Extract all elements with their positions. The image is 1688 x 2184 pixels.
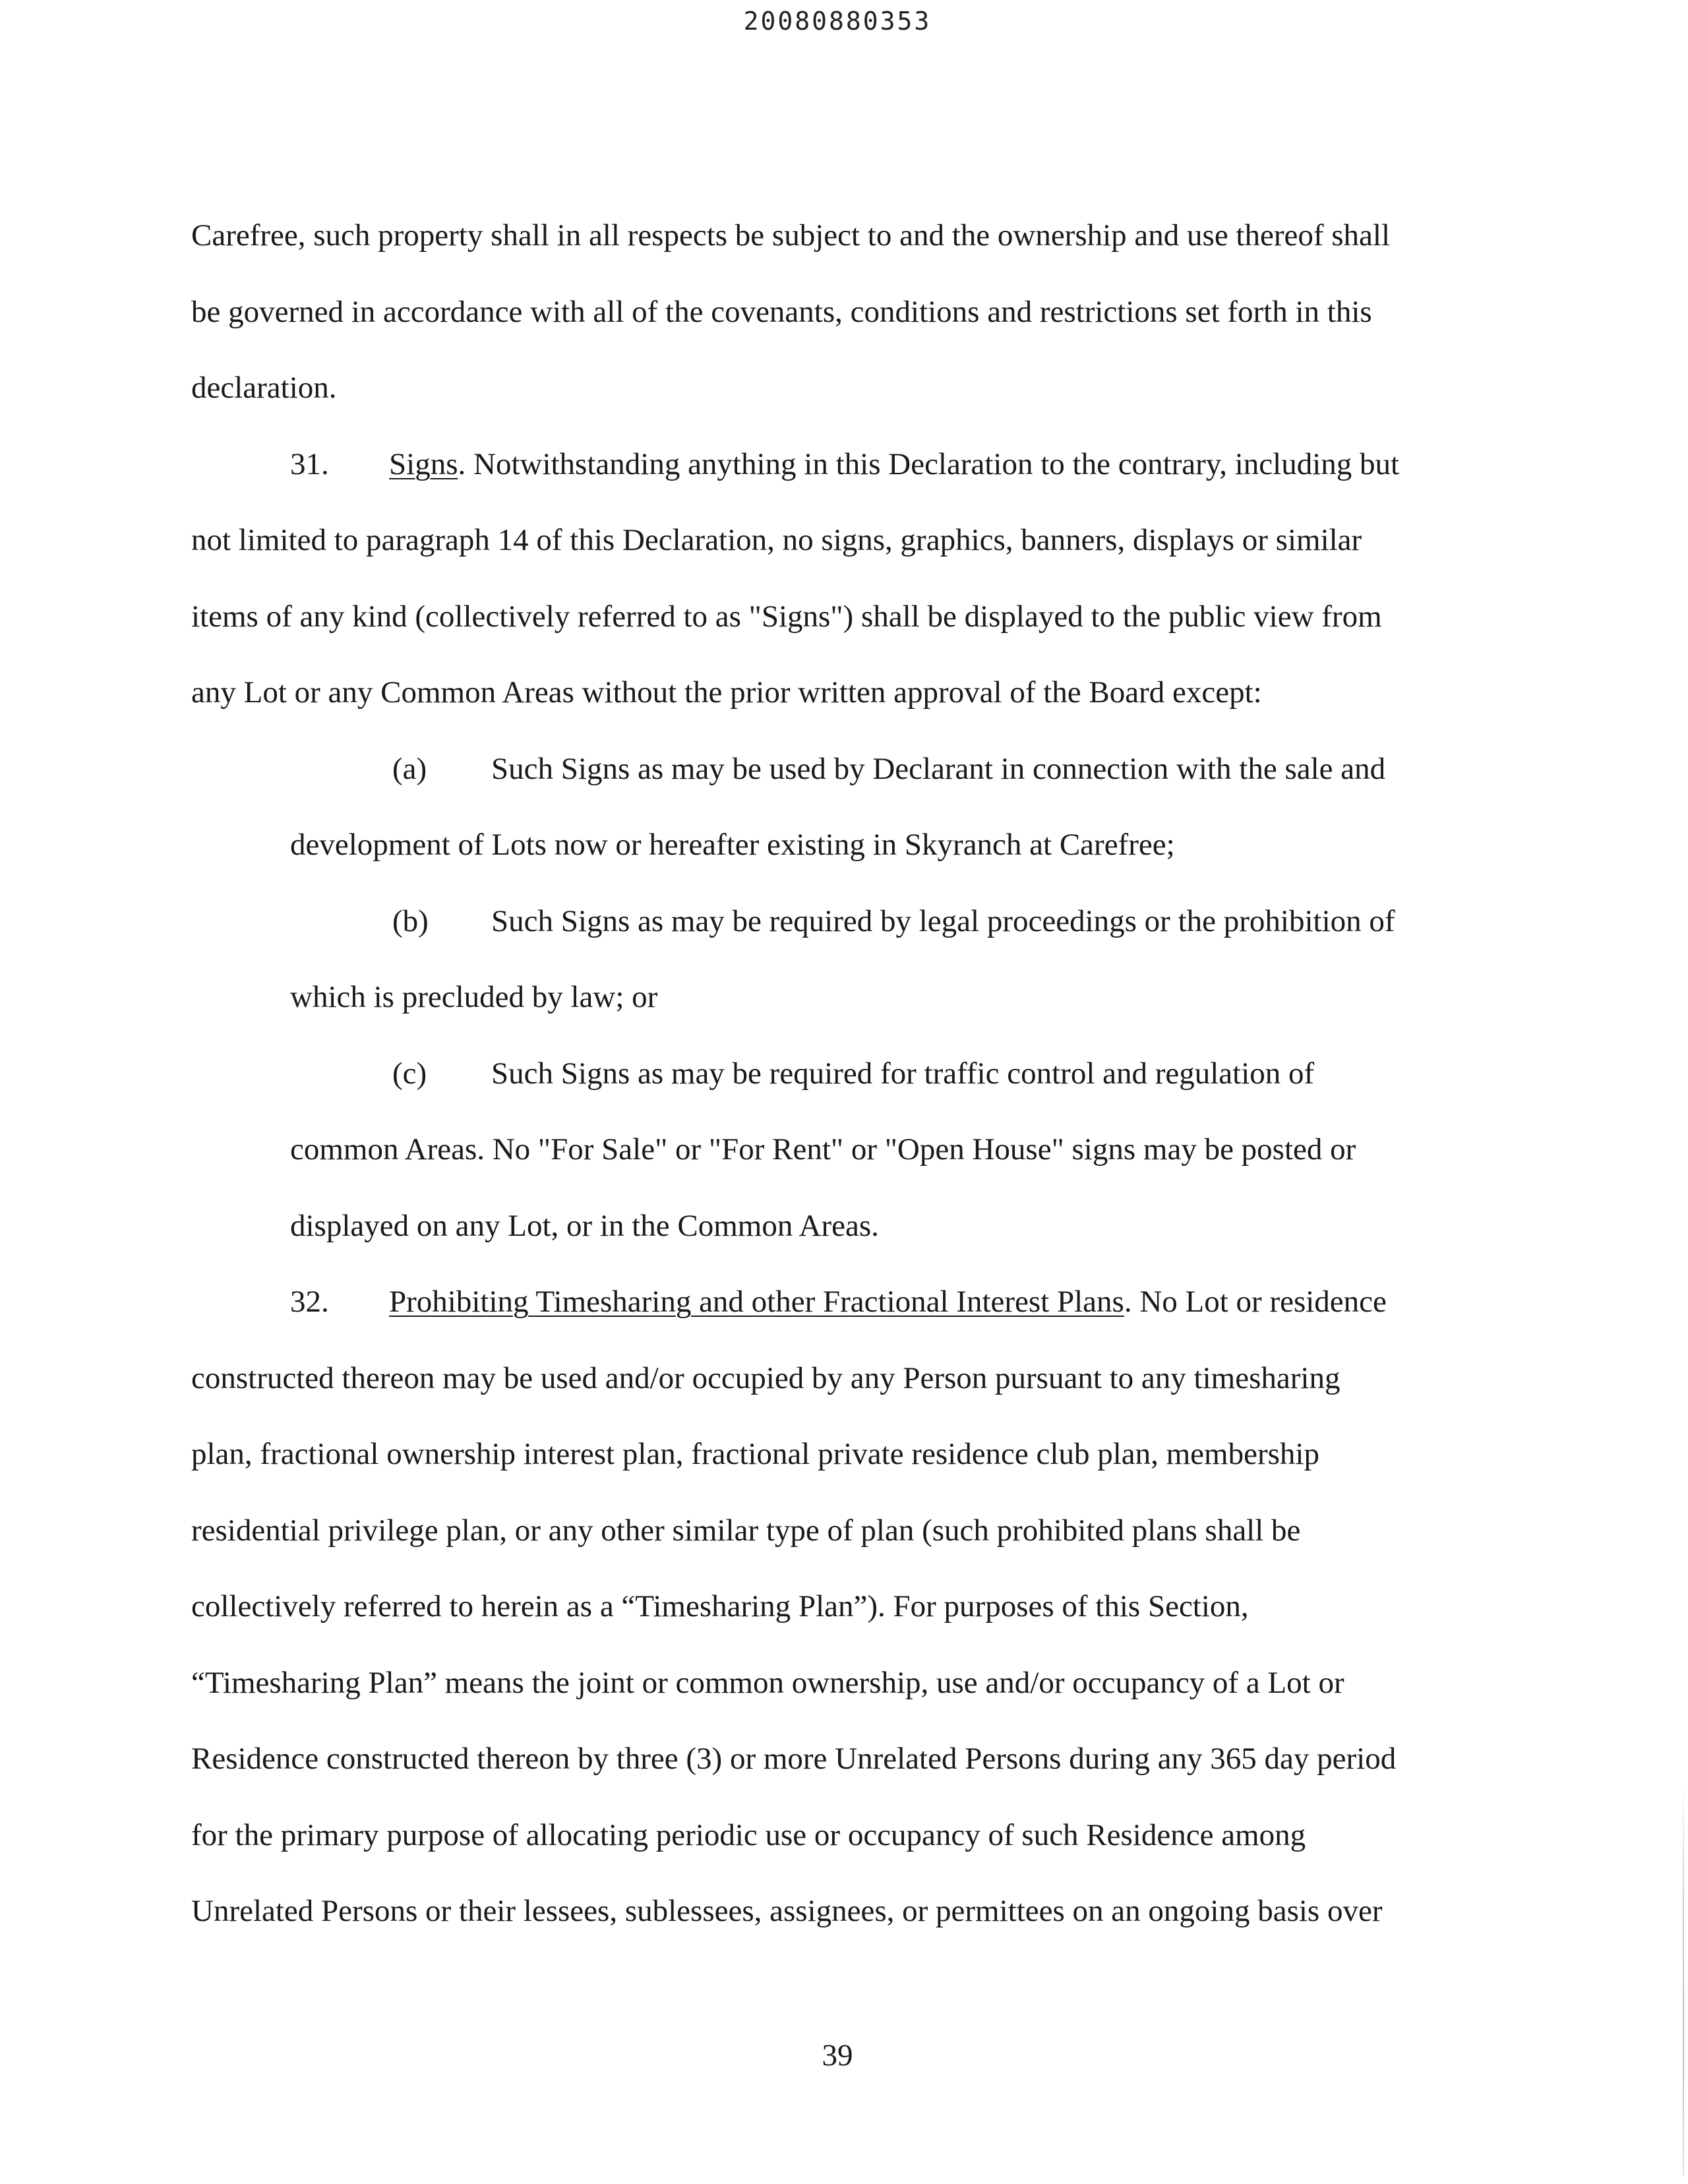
text-line: development of Lots now or hereafter existing in Skyranch at Carefree; xyxy=(290,828,1175,862)
text-line: not limited to paragraph 14 of this Declaration, no signs, graphics, banners, displays or similar xyxy=(191,523,1362,557)
section-number: 32. xyxy=(290,1285,329,1319)
sub-item-b xyxy=(191,884,1510,960)
sub-item-label: (c) xyxy=(392,1056,427,1091)
text-line: any Lot or any Common Areas without the prior written approval of the Board except: xyxy=(191,675,1262,710)
section-text: . Notwithstanding anything in this Declaration to the contrary, including but xyxy=(458,446,1400,481)
text-line: Unrelated Persons or their lessees, sublessees, assignees, or permittees on an ongoing basis over xyxy=(191,1894,1383,1928)
sub-item-c xyxy=(191,1036,1510,1112)
text-line: Carefree, such property shall in all respects be subject to and the ownership and use thereof shall xyxy=(191,218,1391,253)
text-line: Residence constructed thereon by three (3) or more Unrelated Persons during any 365 day period xyxy=(191,1742,1397,1776)
text-line: constructed thereon may be used and/or occupied by any Person pursuant to any timesharing xyxy=(191,1360,1341,1395)
section-number: 31. xyxy=(290,446,329,481)
section-31-heading-line xyxy=(191,427,1510,503)
text-line: displayed on any Lot, or in the Common Areas. xyxy=(290,1208,879,1243)
section-title: Signs xyxy=(389,446,458,481)
section-32-heading-line xyxy=(191,1264,1510,1341)
section-title: Prohibiting Timesharing and other Fractional Interest Plans xyxy=(389,1285,1124,1319)
sub-item-label: (b) xyxy=(392,903,429,938)
text-line: collectively referred to herein as a “Timesharing Plan”). For purposes of this Section, xyxy=(191,1589,1249,1623)
sub-item-text: Such Signs as may be used by Declarant in connection with the sale and xyxy=(491,751,1386,786)
document-number: 20080880353 xyxy=(743,7,932,36)
sub-item-text: Such Signs as may be required by legal proceedings or the prohibition of xyxy=(491,903,1395,938)
text-line: plan, fractional ownership interest plan, fractional private residence club plan, membership xyxy=(191,1437,1319,1471)
sub-item-a xyxy=(191,731,1510,808)
section-text: . No Lot or residence xyxy=(1124,1285,1387,1319)
text-line: residential privilege plan, or any other similar type of plan (such prohibited plans shall be xyxy=(191,1513,1301,1548)
text-line: common Areas. No "For Sale" or "For Rent" or "Open House" signs may be posted or xyxy=(290,1132,1356,1167)
text-line: which is precluded by law; or xyxy=(290,980,658,1014)
text-line: be governed in accordance with all of the covenants, conditions and restrictions set forth in this xyxy=(191,294,1372,329)
text-line: items of any kind (collectively referred to as "Signs") shall be displayed to the public view from xyxy=(191,599,1382,634)
text-line: “Timesharing Plan” means the joint or common ownership, use and/or occupancy of a Lot or xyxy=(191,1665,1344,1700)
text-line: declaration. xyxy=(191,371,337,405)
sub-item-text: Such Signs as may be required for traffic control and regulation of xyxy=(491,1056,1315,1091)
text-line: for the primary purpose of allocating periodic use or occupancy of such Residence among xyxy=(191,1817,1306,1852)
sub-item-label: (a) xyxy=(392,751,427,786)
scan-edge-artifact xyxy=(1683,1780,1684,2176)
document-body xyxy=(191,198,1510,1950)
page-number: 39 xyxy=(822,2038,853,2073)
